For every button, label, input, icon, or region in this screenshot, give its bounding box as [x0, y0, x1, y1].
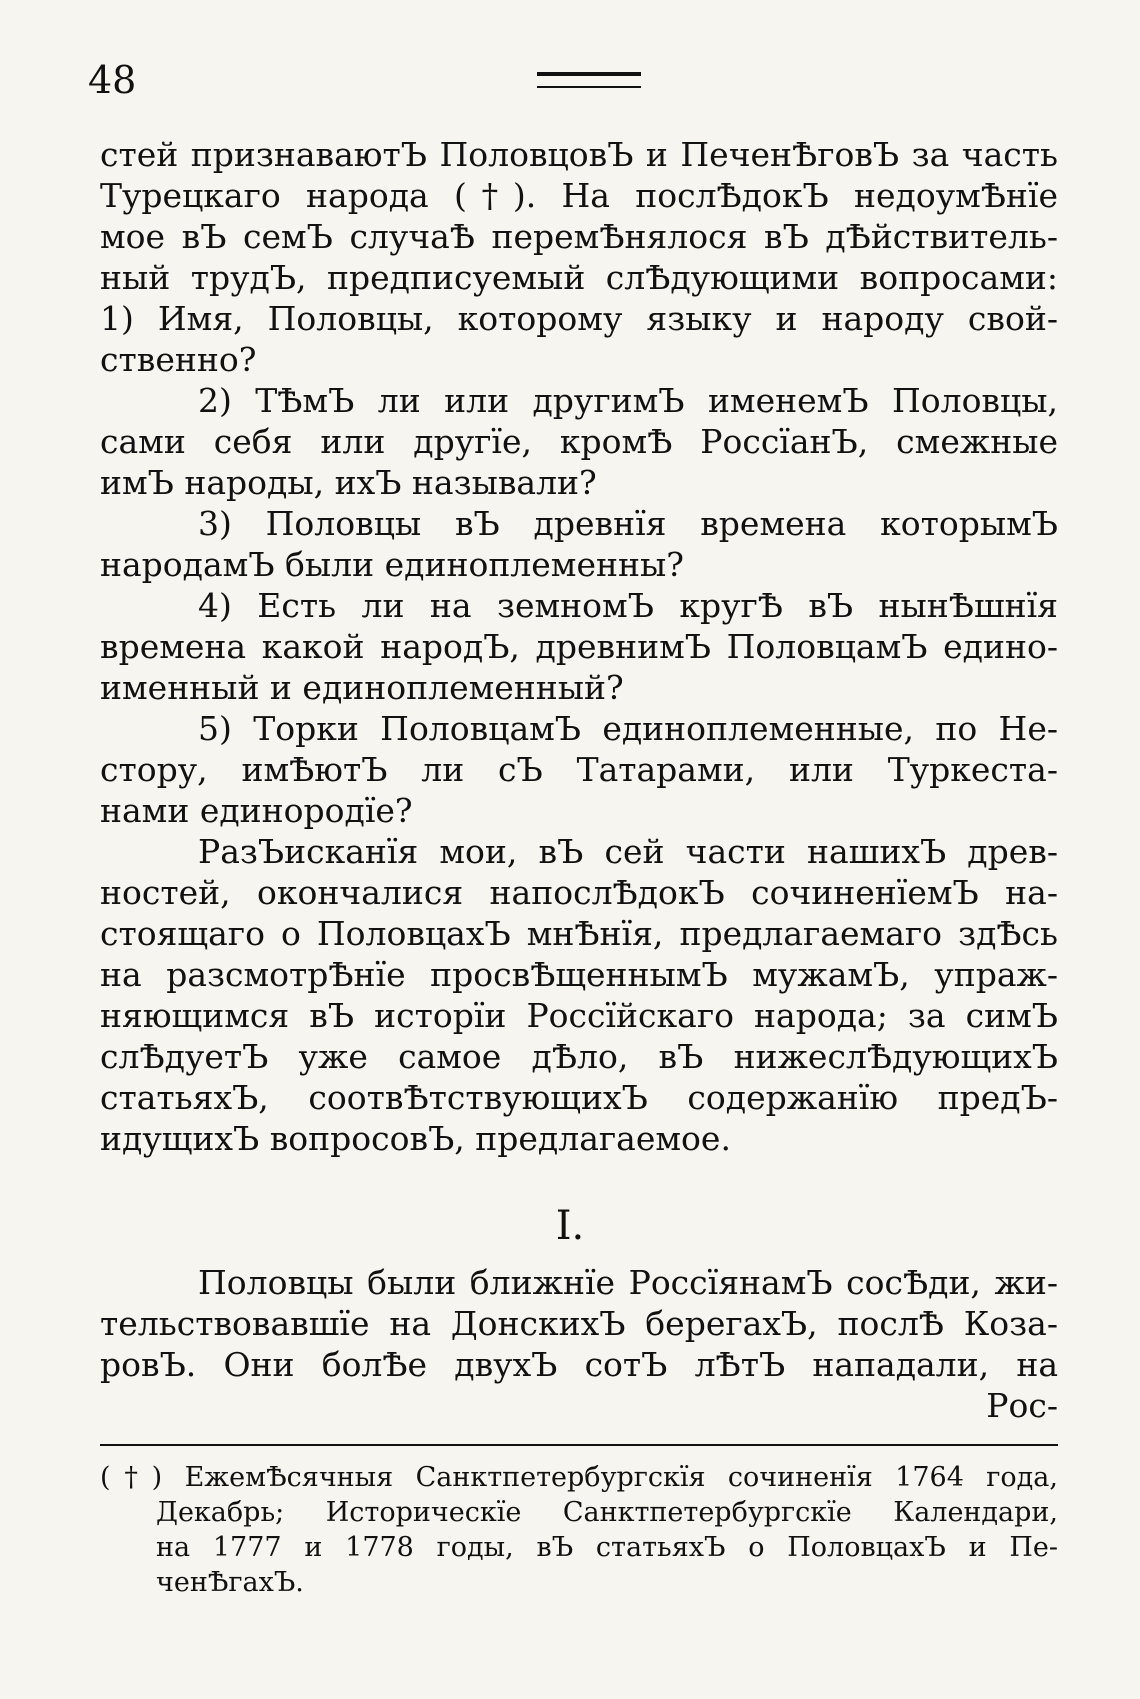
text-line: 1) Имя, Половцы, которому языку и народу свой- — [100, 299, 1058, 338]
header-rule — [537, 72, 641, 88]
text-line: идущихЪ вопросовЪ, предлагаемое. — [100, 1119, 731, 1158]
text-line: стору, имѢютЪ ли сЪ Татарами, или Туркеста- — [100, 750, 1058, 789]
text-line: стоящаго о ПоловцахЪ мнѢнїя, предлагаемаго здѢсь — [100, 914, 1058, 953]
section-text — [100, 1262, 1058, 1426]
text-line: именный и единоплеменный? — [100, 668, 624, 707]
text-line: на разсмотрѢнїе просвѢщеннымЪ мужамЪ, упраж- — [100, 955, 1058, 994]
text-line: РазЪисканїя мои, вЪ сей части нашихЪ древ- — [198, 832, 1058, 871]
body-text — [100, 134, 1058, 1159]
text-line: ственно? — [100, 340, 257, 379]
catchword: Рос- — [986, 1386, 1058, 1425]
text-line: 4) Есть ли на земномЪ кругѢ вЪ нынѢшнїя — [198, 586, 1058, 625]
footnote-line: на 1777 и 1778 годы, вЪ статьяхЪ о ПоловцахЪ и Пе- — [156, 1532, 1058, 1563]
text-line: ностей, окончалися напослѢдокЪ сочиненїемЪ на- — [100, 873, 1058, 912]
text-line: Турецкаго народа (†). На послѢдокЪ недоумѢнїе — [100, 176, 1058, 215]
section-heading: I. — [555, 1203, 585, 1249]
text-line: тельствовавшїе на ДонскихЪ берегахЪ, послѢ Коза- — [100, 1304, 1058, 1343]
text-line: 5) Торки ПоловцамЪ единоплеменные, по Не- — [198, 709, 1058, 748]
footnote-line: ченѢгахЪ. — [156, 1567, 304, 1598]
text-line: 3) Половцы вЪ древнїя времена которымЪ — [198, 504, 1058, 543]
text-line: имЪ народы, ихЪ называли? — [100, 463, 597, 502]
text-line: мое вЪ семЪ случаѢ перемѢнялося вЪ дѢйствитель- — [100, 217, 1058, 256]
text-line: слѢдуетЪ уже самое дѢло, вЪ нижеслѢдующихЪ — [100, 1037, 1058, 1076]
footnote-rule — [100, 1444, 1058, 1446]
text-line: статьяхЪ, соотвѢтствующихЪ содержанїю предЪ- — [100, 1078, 1058, 1117]
text-line: нами единородїе? — [100, 791, 413, 830]
text-line: народамЪ были единоплеменны? — [100, 545, 684, 584]
text-line: сами себя или другїе, кромѢ РоссїанЪ, смежные — [100, 422, 1058, 461]
page-number: 48 — [88, 58, 137, 102]
footnote — [100, 1460, 1058, 1600]
text-line: ровЪ. Они болѢе двухЪ сотЪ лѢтЪ нападали, на — [100, 1345, 1058, 1384]
footnote-line: (†) ЕжемѢсячныя Санктпетербургскїя сочиненїя 1764 года, — [100, 1462, 1058, 1493]
text-line: стей признаваютЪ ПоловцовЪ и ПеченѢговЪ за часть — [100, 135, 1058, 174]
text-line: ный трудЪ, предписуемый слѢдующими вопросами: — [100, 258, 1058, 297]
footnote-line: Декабрь; Историческїе Санктпетербургскїе Календари, — [156, 1497, 1058, 1528]
text-line: няющимся вЪ исторїи Россїйскаго народа; за симЪ — [100, 996, 1058, 1035]
text-line: Половцы были ближнїе РоссїянамЪ сосѢди, жи- — [198, 1263, 1058, 1302]
text-line: времена какой народЪ, древнимЪ ПоловцамЪ едино- — [100, 627, 1058, 666]
text-line: 2) ТѢмЪ ли или другимЪ именемЪ Половцы, — [198, 381, 1058, 420]
